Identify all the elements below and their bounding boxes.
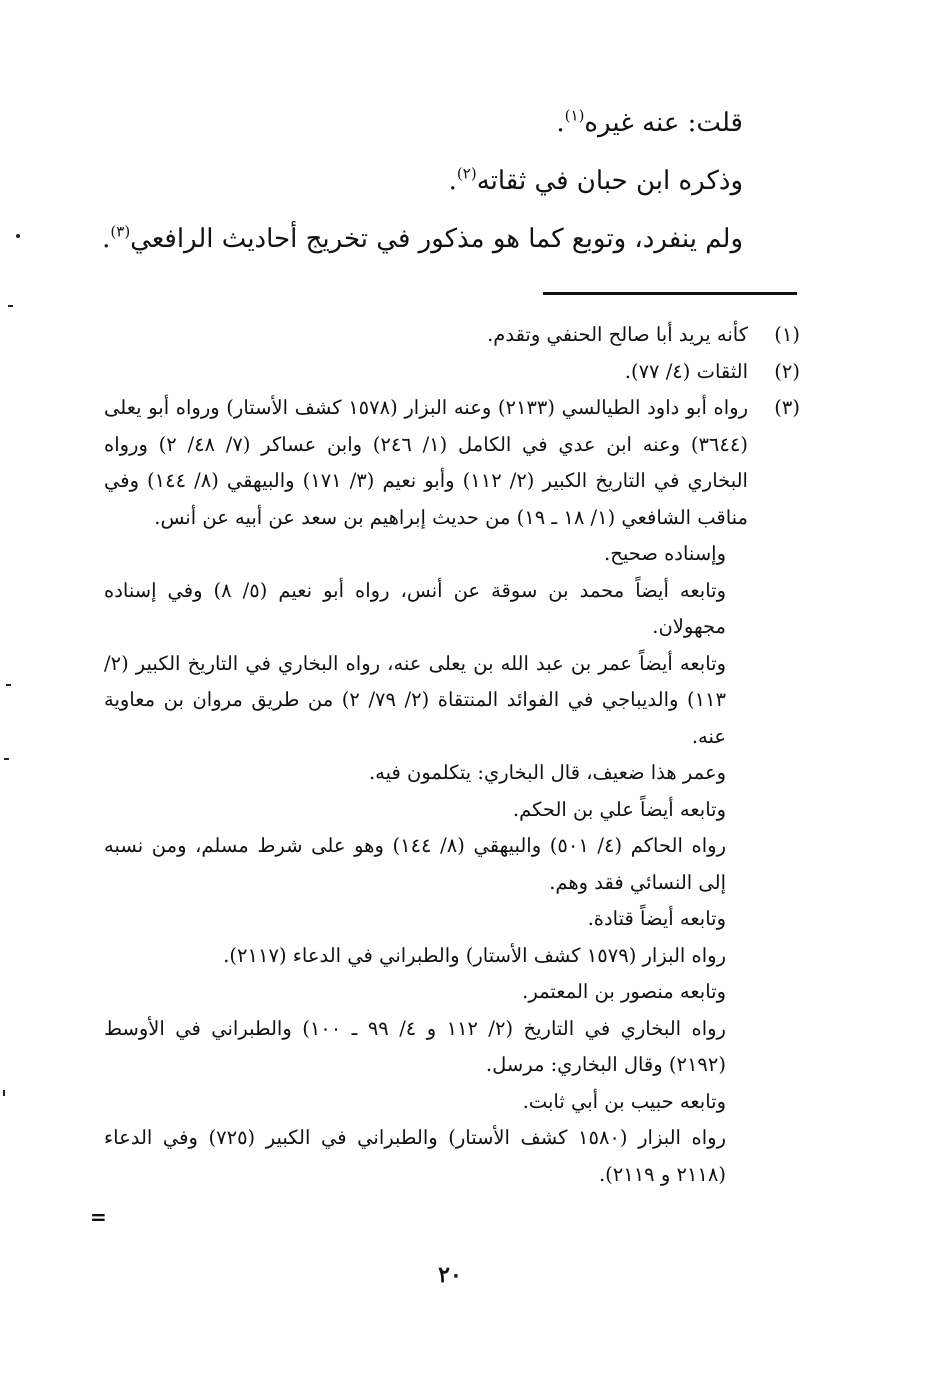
- footnote-paragraph: وإسناده صحيح.: [604, 542, 726, 565]
- footnotes: [104, 317, 800, 1193]
- footnote-paragraph: كأنه يريد أبا صالح الحنفي وتقدم.: [487, 323, 748, 346]
- footnote-paragraph: وتابعه أيضاً محمد بن سوقة عن أنس، رواه أبو نعيم (٥/ ٨) وفي إسناده مجهولان.: [104, 578, 726, 638]
- footnote-number: (٢): [774, 359, 800, 383]
- footnote-paragraph: وتابعه حبيب بن أبي ثابت.: [522, 1089, 726, 1113]
- scan-speck: [4, 758, 9, 760]
- footnote-paragraph: وتابعه منصور بن المعتمر.: [522, 980, 726, 1003]
- footnote-paragraph: وتابعه أيضاً علي بن الحكم.: [512, 797, 726, 821]
- footnote-paragraph: رواه البزار (١٥٨٠ كشف الأستار) والطبراني في الكبير (٧٢٥) وفي الدعاء (٢١١٨ و ٢١١٩).: [104, 1126, 727, 1186]
- footnote-body: [104, 390, 748, 1193]
- scan-speck: [6, 684, 11, 686]
- scan-speck: [3, 1090, 5, 1096]
- main-line-2: وذكره ابن حبان في ثقاته$^{(٢)}$.: [448, 164, 743, 196]
- main-line-1: قلت: عنه غيره$^{(١)}$.: [556, 106, 743, 138]
- footnote-body: [104, 317, 748, 354]
- footnote-body: [104, 354, 748, 391]
- footnote-number: (١): [774, 323, 800, 346]
- scan-speck: [8, 305, 13, 307]
- footnote: [104, 354, 800, 391]
- main-text: [103, 108, 743, 282]
- footnote-paragraph: رواه أبو داود الطيالسي (٢١٣٣) وعنه البزار (١٥٧٨ كشف الأستار) ورواه أبو يعلى (٣٦٤٤) وعنه ابن عدي في الكامل (١/ ٢٤٦) وابن عساكر (٧/ ٤٨/ ٢) ورواه البخاري في التاريخ الكبير (٢/ ١١٢) وأبو نعيم (٣/ ١٧١) والبيهقي (٨/ ١٤٤) وفي مناقب الشافعي (١/ ١٨ ـ ١٩) من حديث إبراهيم بن سعد عن أبيه عن أنس.: [104, 396, 748, 529]
- footnote-paragraph: رواه البزار (١٥٧٩ كشف الأستار) والطبراني في الدعاء (٢١١٧).: [223, 943, 726, 967]
- footnote: [104, 390, 800, 1193]
- footnote: [104, 317, 800, 354]
- footnote-paragraph: الثقات (٤/ ٧٧).: [624, 359, 748, 383]
- footnote-paragraph: رواه الحاكم (٤/ ٥٠١) والبيهقي (٨/ ١٤٤) وهو على شرط مسلم، ومن نسبه إلى النسائي فقد وهم.: [104, 834, 726, 894]
- main-line-3: ولم ينفرد، وتوبع كما هو مذكور في تخريج أحاديث الرافعي$^{(٣)}$.: [102, 222, 743, 254]
- footnote-ref[interactable]: (١): [564, 106, 585, 125]
- footnote-number: (٣): [774, 396, 800, 419]
- footnote-paragraph: رواه البخاري في التاريخ (٢/ ١١٢ و ٤/ ٩٩ ـ ١٠٠) والطبراني في الأوسط (٢١٩٢) وقال البخاري: مرسل.: [104, 1016, 726, 1076]
- footnote-paragraph: وتابعه أيضاً عمر بن عبد الله بن يعلى عنه، رواه البخاري في التاريخ الكبير (٢/ ١١٣) والديباجي في الفوائد المنتقاة (٢/ ٧٩/ ٢) من طريق مروان بن معاوية عنه.: [104, 651, 726, 748]
- footnote-ref[interactable]: (٣): [110, 222, 131, 241]
- scan-speck: [16, 234, 20, 238]
- footnote-paragraph: وتابعه أيضاً قتادة.: [587, 907, 726, 930]
- footnote-ref[interactable]: (٢): [456, 164, 477, 183]
- page-number: ٢٠: [438, 1262, 462, 1288]
- footnote-separator: [543, 292, 797, 295]
- footnote-paragraph: وعمر هذا ضعيف، قال البخاري: يتكلمون فيه.: [368, 761, 726, 784]
- continuation-mark: =: [90, 1205, 107, 1229]
